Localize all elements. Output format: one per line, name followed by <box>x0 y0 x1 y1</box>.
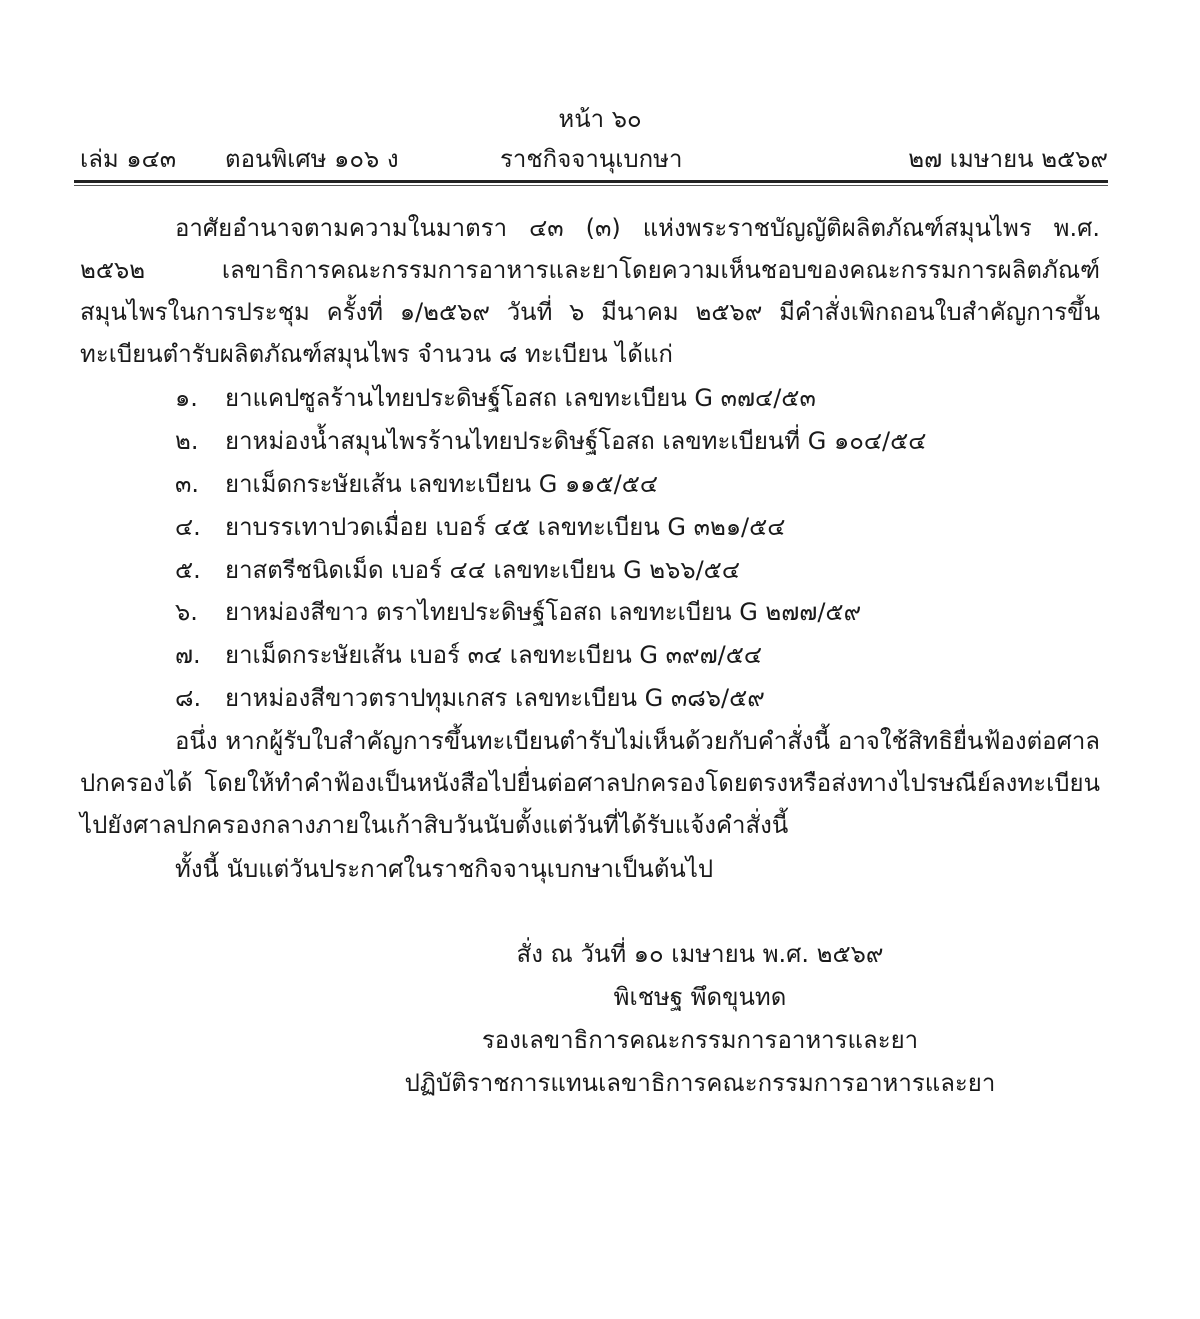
section: ตอนพิเศษ ๑๐๖ ง <box>225 145 399 173</box>
signatory-acting: ปฏิบัติราชการแทนเลขาธิการคณะกรรมการอาหารและยา <box>404 1069 996 1097</box>
item-number: ๒. <box>175 427 199 455</box>
item-number: ๑. <box>175 384 198 412</box>
item-text: ยาเม็ดกระษัยเส้น เบอร์ ๓๔ เลขทะเบียน G ๓๙๗/๕๔ <box>225 641 763 669</box>
page-number: หน้า ๖๐ <box>558 105 642 133</box>
list-item <box>175 677 765 719</box>
list-item <box>175 420 926 462</box>
signatory-position: รองเลขาธิการคณะกรรมการอาหารและยา <box>481 1026 919 1054</box>
list-item <box>175 463 658 505</box>
item-number: ๓. <box>175 470 200 498</box>
signature-date: สั่ง ณ วันที่ ๑๐ เมษายน พ.ศ. ๒๕๖๙ <box>516 940 884 968</box>
item-number: ๔. <box>175 513 201 541</box>
header-rule <box>74 180 1108 183</box>
list-item <box>175 591 861 633</box>
item-number: ๖. <box>175 598 198 626</box>
item-text: ยาหม่องน้ำสมุนไพรร้านไทยประดิษฐ์โอสถ เลขทะเบียนที่ G ๑๐๔/๕๔ <box>225 427 927 455</box>
publication-title: ราชกิจจานุเบกษา <box>500 145 683 173</box>
list-item <box>175 506 785 548</box>
list-item <box>175 377 816 419</box>
list-item <box>175 549 740 591</box>
item-text: ยาบรรเทาปวดเมื่อย เบอร์ ๔๕ เลขทะเบียน G ๓๒๑/๕๔ <box>225 513 786 541</box>
effective-paragraph: ทั้งนี้ นับแต่วันประกาศในราชกิจจานุเบกษาเป็นต้นไป <box>175 855 714 883</box>
item-text: ยาสตรีชนิดเม็ด เบอร์ ๔๔ เลขทะเบียน G ๒๖๖/๕๔ <box>225 556 741 584</box>
item-text: ยาแคปซูลร้านไทยประดิษฐ์โอสถ เลขทะเบียน G ๓๗๔/๕๓ <box>225 384 816 412</box>
item-text: ยาหม่องสีขาว ตราไทยประดิษฐ์โอสถ เลขทะเบียน G ๒๗๗/๕๙ <box>225 598 862 626</box>
signatory-name: พิเชษฐ พึดขุนทด <box>613 983 787 1011</box>
intro-paragraph: อาศัยอำนาจตามความในมาตรา ๔๓ (๓) แห่งพระราชบัญญัติผลิตภัณฑ์สมุนไพร พ.ศ. ๒๕๖๒ เลขาธิการคณะกรรมการอาหารและยาโดยความเห็นชอบของคณะกรรมการผลิตภัณฑ์สมุนไพรในการประชุม ครั้งที่ ๑/๒๕๖๙ วันที่ ๖ มีนาคม ๒๕๖๙ มีคำสั่งเพิกถอนใบสำคัญการขึ้นทะเบียนตำรับผลิตภัณฑ์สมุนไพร จำนวน ๘ ทะเบียน ได้แก่ <box>80 214 1100 368</box>
appeal-paragraph: อนึ่ง หากผู้รับใบสำคัญการขึ้นทะเบียนตำรับไม่เห็นด้วยกับคำสั่งนี้ อาจใช้สิทธิยื่นฟ้องต่อศาลปกครองได้ โดยให้ทำคำฟ้องเป็นหนังสือไปยื่นต่อศาลปกครองโดยตรงหรือส่งทางไปรษณีย์ลงทะเบียนไปยังศาลปกครองกลางภายในเก้าสิบวันนับตั้งแต่วันที่ได้รับแจ้งคำสั่งนี้ <box>80 727 1100 839</box>
header-rule-thin <box>74 185 1108 186</box>
item-number: ๘. <box>175 684 202 712</box>
volume: เล่ม ๑๔๓ <box>80 145 177 173</box>
list-item <box>175 634 762 676</box>
item-number: ๕. <box>175 556 201 584</box>
publication-date: ๒๗ เมษายน ๒๕๖๙ <box>908 145 1108 173</box>
item-text: ยาเม็ดกระษัยเส้น เลขทะเบียน G ๑๑๕/๕๔ <box>225 470 659 498</box>
item-number: ๗. <box>175 641 201 669</box>
item-text: ยาหม่องสีขาวตราปทุมเกสร เลขทะเบียน G ๓๘๖/๕๙ <box>225 684 765 712</box>
